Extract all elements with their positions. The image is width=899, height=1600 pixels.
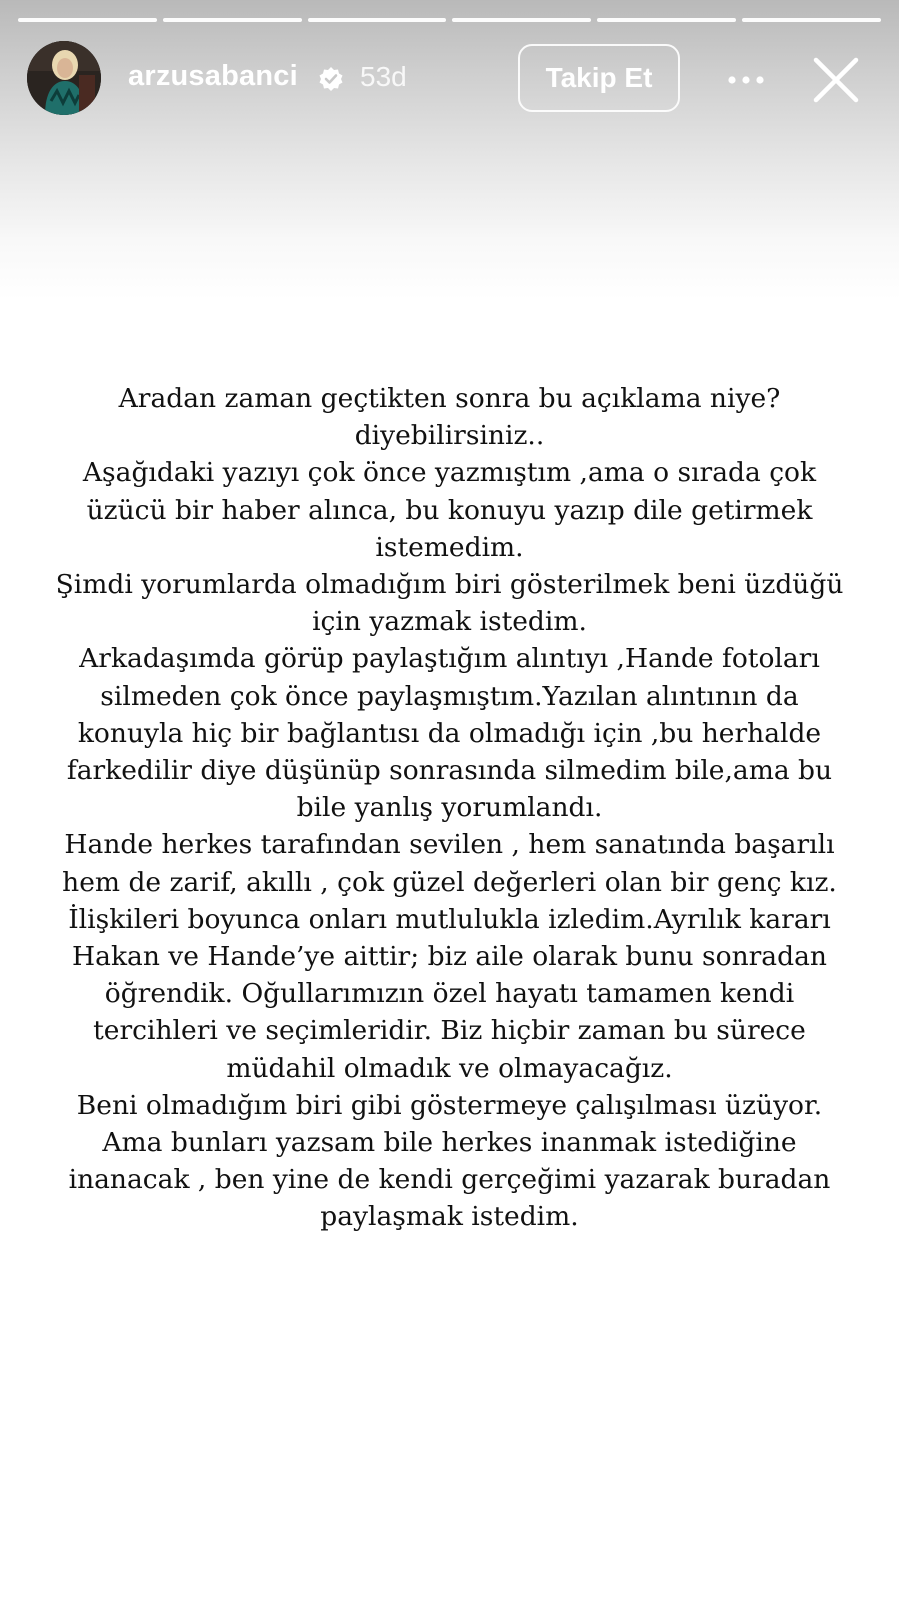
progress-segment <box>452 18 591 22</box>
text-line: Ama bunları yazsam bile herkes inanmak istediğine <box>102 1127 797 1159</box>
text-line: istemedim. <box>375 531 524 563</box>
text-line: konuyla hiç bir bağlantısı da olmadığı için ,bu herhalde <box>77 717 822 749</box>
more-horizontal-icon[interactable] <box>722 60 770 100</box>
text-line: üzücü bir haber alınca, bu konuyu yazıp dile getirmek <box>86 494 813 526</box>
text-line: Hakan ve Hande’ye aittir; biz aile olarak bunu sonradan <box>72 941 827 973</box>
story-progress-bar <box>18 18 881 22</box>
text-line: İlişkileri boyunca onları mutlulukla izledim.Ayrılık kararı <box>68 903 831 935</box>
text-line: silmeden çok önce paylaşmıştım.Yazılan alıntının da <box>100 680 799 712</box>
text-line: paylaşmak istedim. <box>320 1201 579 1233</box>
close-icon[interactable] <box>810 54 862 106</box>
text-line: Aradan zaman geçtikten sonra bu açıklama niye? <box>118 383 781 414</box>
text-line: diyebilirsiniz.. <box>354 420 545 452</box>
follow-button[interactable]: Takip Et <box>518 44 680 112</box>
text-line: bile yanlış yorumlandı. <box>296 792 603 824</box>
progress-segment <box>163 18 302 22</box>
verified-badge-icon <box>318 66 344 92</box>
text-line: Aşağıdaki yazıyı çok önce yazmıştım ,ama o sırada çok <box>82 457 817 489</box>
statement-text <box>20 380 879 1236</box>
text-line: farkedilir diye düşünüp sonrasında silmedim bile,ama bu <box>66 755 833 787</box>
text-line: için yazmak istedim. <box>312 606 587 638</box>
text-line: tercihleri ve seçimleridir. Biz hiçbir zaman bu sürece <box>93 1015 806 1047</box>
text-line: müdahil olmadık ve olmayacağız. <box>226 1052 673 1084</box>
text-line: öğrendik. Oğullarımızın özel hayatı tamamen kendi <box>104 978 795 1010</box>
text-line: hem de zarif, akıllı , çok güzel değerleri olan bir genç kız. <box>62 866 837 898</box>
progress-segment <box>597 18 736 22</box>
progress-segment-active <box>742 18 881 22</box>
avatar[interactable] <box>27 41 101 115</box>
username[interactable]: arzusabanci <box>128 60 298 92</box>
text-line: Hande herkes tarafından sevilen , hem sanatında başarılı <box>64 829 835 861</box>
text-line: Şimdi yorumlarda olmadığım biri gösterilmek beni üzdüğü <box>55 569 844 601</box>
avatar-photo <box>27 41 101 115</box>
progress-segment <box>18 18 157 22</box>
story-header <box>0 40 899 120</box>
text-line: inanacak , ben yine de kendi gerçeğimi yazarak buradan <box>68 1164 831 1196</box>
story-age: 53d <box>360 61 407 92</box>
text-line: Beni olmadığım biri gibi göstermeye çalışılması üzüyor. <box>76 1089 823 1121</box>
text-line: Arkadaşımda görüp paylaştığım alıntıyı ,Hande fotoları <box>79 643 820 675</box>
progress-segment <box>308 18 447 22</box>
